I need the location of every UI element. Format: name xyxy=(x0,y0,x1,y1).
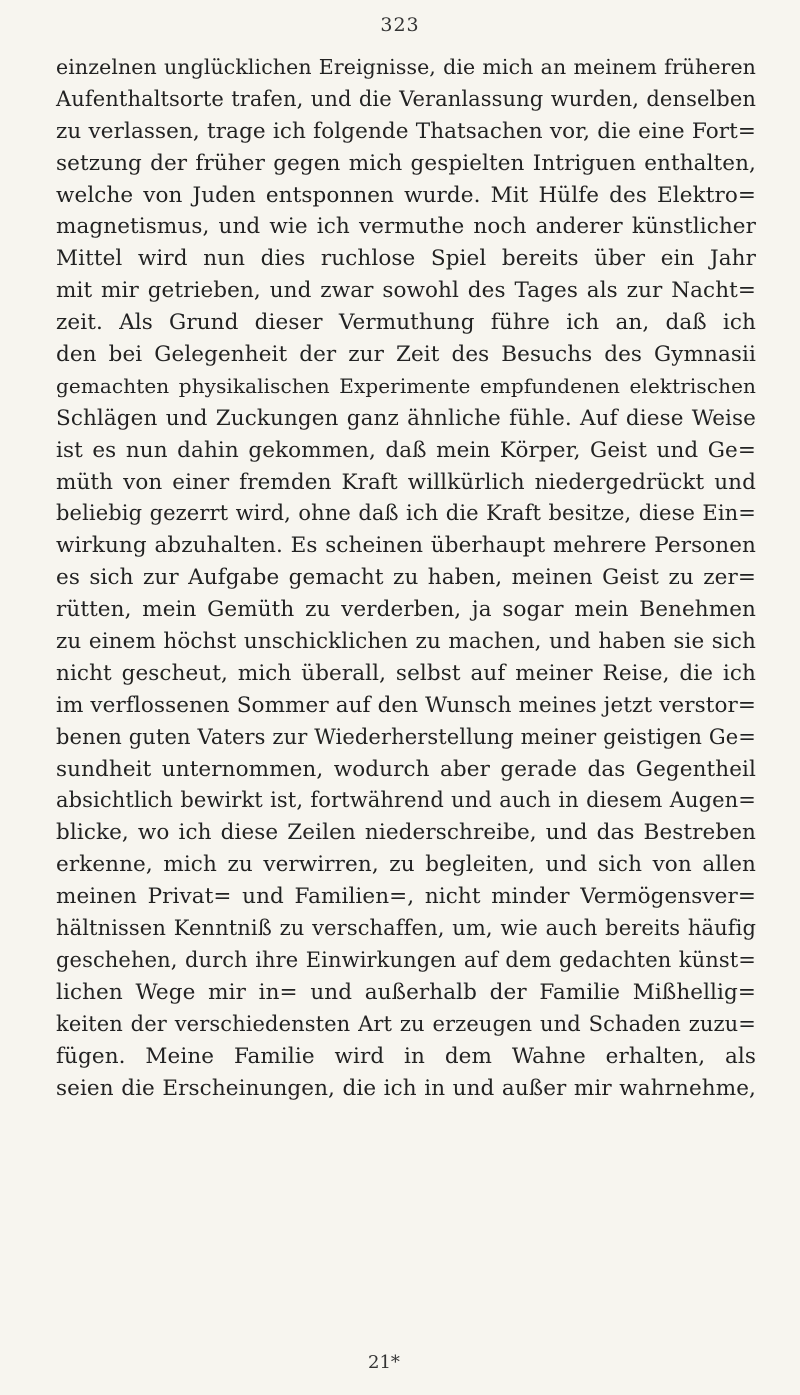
text-line: den bei Gelegenheit der zur Zeit des Besuchs des Gymnasii xyxy=(56,342,756,368)
text-line: gemachten physikalischen Experimente empfundenen elektrischen xyxy=(56,373,756,398)
text-line: beliebig gezerrt wird, ohne daß ich die Kraft besitze, diese Ein= xyxy=(56,501,756,526)
text-line: Aufenthaltsorte trafen, und die Veranlassung wurden, denselben xyxy=(56,86,756,111)
text-line: meinen Privat= und Familien=, nicht minder Vermögensver= xyxy=(56,884,756,910)
text-line: keiten der verschiedensten Art zu erzeugen und Schaden zuzu= xyxy=(56,1011,756,1036)
text-line: mit mir getrieben, und zwar sowohl des Tages als zur Nacht= xyxy=(56,278,756,304)
text-line: rütten, mein Gemüth zu verderben, ja sogar mein Benehmen xyxy=(56,597,756,623)
text-line: ist es nun dahin gekommen, daß mein Körper, Geist und Ge= xyxy=(56,437,756,463)
text-line: es sich zur Aufgabe gemacht zu haben, meinen Geist zu zer= xyxy=(56,565,756,591)
text-line: Schlägen und Zuckungen ganz ähnliche fühle. Auf diese Weise xyxy=(56,405,756,431)
text-line: zu einem höchst unschicklichen zu machen, und haben sie sich xyxy=(56,629,756,655)
text-line: benen guten Vaters zur Wiederherstellung meiner geistigen Ge= xyxy=(56,724,756,749)
text-line: setzung der früher gegen mich gespielten Intriguen enthalten, xyxy=(56,150,756,176)
text-line: wirkung abzuhalten. Es scheinen überhaupt mehrere Personen xyxy=(56,533,756,559)
text-line: im verflossenen Sommer auf den Wunsch meines jetzt verstor= xyxy=(56,692,756,718)
text-line: magnetismus, und wie ich vermuthe noch anderer künstlicher xyxy=(56,214,756,240)
text-line: welche von Juden entsponnen wurde. Mit Hülfe des Elektro= xyxy=(56,182,756,208)
text-line: müth von einer fremden Kraft willkürlich niedergedrückt und xyxy=(56,469,756,495)
text-line: zu verlassen, trage ich folgende Thatsachen vor, die eine Fort= xyxy=(56,118,756,144)
text-line: erkenne, mich zu verwirren, zu begleiten, und sich von allen xyxy=(56,852,756,878)
text-line: lichen Wege mir in= und außerhalb der Familie Mißhellig= xyxy=(56,979,756,1005)
text-line: zeit. Als Grund dieser Vermuthung führe ich an, daß ich xyxy=(56,310,756,336)
text-line: einzelnen unglücklichen Ereignisse, die mich an meinem früheren xyxy=(56,55,756,79)
text-line: nicht gescheut, mich überall, selbst auf meiner Reise, die ich xyxy=(56,660,756,686)
text-line: Mittel wird nun dies ruchlose Spiel bereits über ein Jahr xyxy=(56,246,756,272)
text-line: blicke, wo ich diese Zeilen niederschreibe, und das Bestreben xyxy=(56,820,756,846)
text-line: geschehen, durch ihre Einwirkungen auf dem gedachten künst= xyxy=(56,947,756,972)
text-line: absichtlich bewirkt ist, fortwährend und auch in diesem Augen= xyxy=(56,788,756,813)
body-text xyxy=(56,52,756,1104)
page-number: 323 xyxy=(380,14,420,36)
signature-mark: 21* xyxy=(368,1352,400,1373)
text-line: hältnissen Kenntniß zu verschaffen, um, wie auch bereits häufig xyxy=(56,916,756,941)
text-line: fügen. Meine Familie wird in dem Wahne erhalten, als xyxy=(56,1043,756,1069)
text-line: sundheit unternommen, wodurch aber gerade das Gegentheil xyxy=(56,756,756,782)
text-line: seien die Erscheinungen, die ich in und außer mir wahrnehme, xyxy=(56,1075,756,1101)
